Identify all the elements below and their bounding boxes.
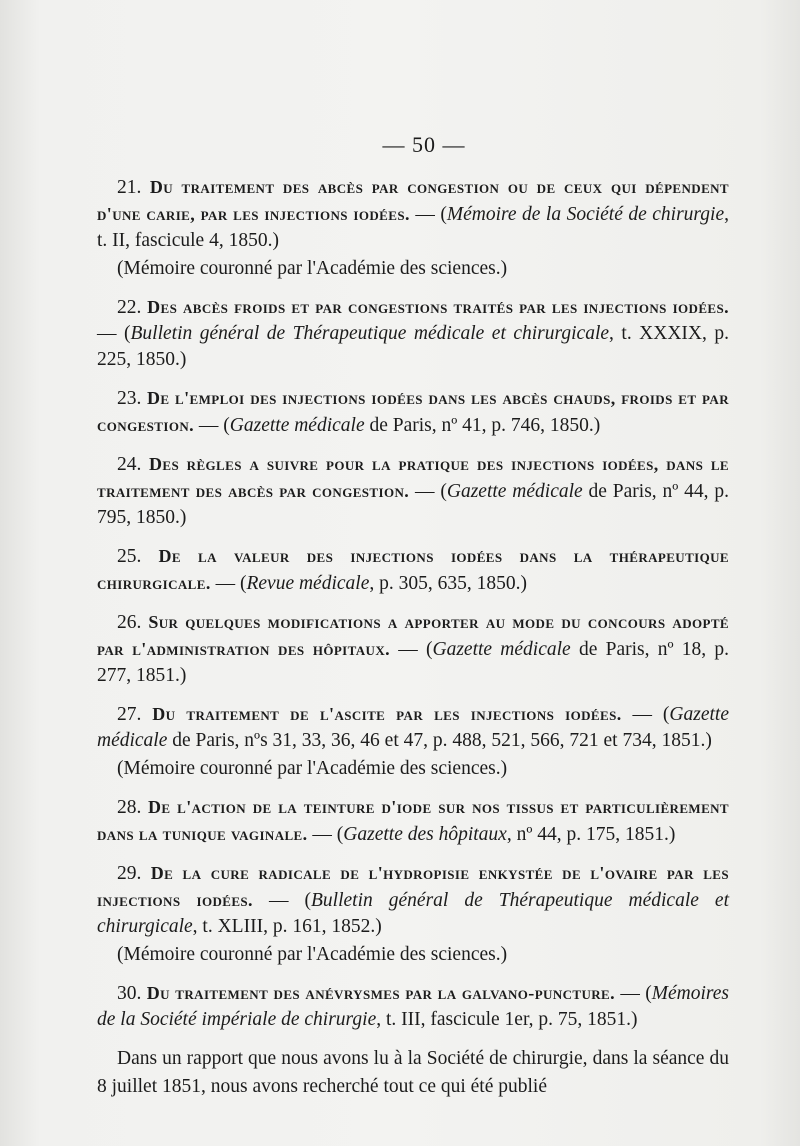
entry-separator: — (	[194, 415, 230, 436]
closing-paragraph: Dans un rapport que nous avons lu à la Société de chirurgie, dans la séance du 8 juillet 1851, nous avons recherché tout ce qui été publié	[97, 1048, 729, 1097]
entry-title: Du traitement de l'ascite par les injections iodées.	[152, 704, 622, 724]
entry-source: Revue médicale	[246, 573, 370, 594]
entry-title: De la cure radicale de l'hydropisie enkystée de l'ovaire par les injections iodées.	[97, 863, 729, 910]
entry-number: 30.	[117, 983, 142, 1004]
entry-27	[97, 701, 729, 782]
entry-title: De la valeur des injections iodées dans la thérapeutique chirurgicale.	[97, 546, 729, 593]
entry-citation: , t. XXXIX, p. 225, 1850.)	[97, 323, 729, 370]
entry-number: 25.	[117, 546, 142, 567]
entry-citation: , t. II, fascicule 4, 1850.)	[97, 204, 729, 251]
entry-number: 24.	[117, 454, 142, 475]
entry-source: Gazette médicale	[97, 704, 729, 751]
entry-citation: , t. III, fascicule 1er, p. 75, 1851.)	[376, 1009, 638, 1030]
entry-26	[97, 609, 729, 689]
bibliography-list	[97, 174, 729, 1101]
entry-note: (Mémoire couronné par l'Académie des sciences.)	[117, 758, 508, 779]
entry-separator: — (	[409, 481, 447, 502]
entry-title: De l'action de la teinture d'iode sur nos tissus et particulièrement dans la tunique vaginale.	[97, 797, 729, 844]
entry-source: Bulletin général de Thérapeutique médicale et chirurgicale	[130, 323, 610, 344]
entry-number: 29.	[117, 863, 142, 884]
entry-source: Mémoire de la Société de chirurgie	[446, 204, 725, 225]
entry-number: 28.	[117, 797, 142, 818]
entry-21	[97, 174, 729, 282]
entry-separator: — (	[252, 890, 311, 911]
entry-separator: — (	[307, 824, 344, 845]
entry-number: 21.	[117, 177, 142, 198]
entry-separator: — (	[97, 323, 131, 344]
entry-citation: , nº 44, p. 175, 1851.)	[506, 824, 676, 845]
entry-title: Sur quelques modifications a apporter au mode du concours adopté par l'administration des hôpitaux.	[97, 612, 729, 659]
entry-citation: de Paris, nºs 31, 33, 36, 46 et 47, p. 488, 521, 566, 721 et 734, 1851.)	[167, 730, 712, 751]
entry-24	[97, 451, 729, 531]
entry-separator: — (	[390, 639, 433, 660]
entry-separator: — (	[621, 704, 670, 725]
entry-citation: de Paris, nº 44, p. 795, 1850.)	[97, 481, 730, 528]
entry-separator: — (	[615, 983, 652, 1004]
entry-citation: de Paris, nº 18, p. 277, 1851.)	[97, 639, 730, 686]
entry-source: Gazette médicale	[432, 639, 571, 660]
entry-note: (Mémoire couronné par l'Académie des sciences.)	[117, 258, 508, 279]
entry-29	[97, 860, 729, 968]
entry-separator: — (	[210, 573, 247, 594]
entry-25	[97, 543, 729, 597]
entry-30	[97, 980, 729, 1033]
entry-28	[97, 794, 729, 848]
entry-note: (Mémoire couronné par l'Académie des sciences.)	[117, 944, 508, 965]
entry-source: Bulletin général de Thérapeutique médicale et chirurgicale	[97, 890, 729, 937]
entry-number: 22.	[117, 297, 142, 318]
entry-source: Gazette des hôpitaux	[343, 824, 507, 845]
entry-separator: — (	[409, 204, 447, 225]
entry-citation: de Paris, nº 41, p. 746, 1850.)	[364, 415, 601, 436]
entry-title: De l'emploi des injections iodées dans les abcès chauds, froids et par congestion.	[97, 388, 730, 435]
entry-citation: , p. 305, 635, 1850.)	[369, 573, 527, 594]
entry-title: Du traitement des abcès par congestion ou de ceux qui dépendent d'une carie, par les injections iodées.	[97, 177, 729, 224]
entry-number: 27.	[117, 704, 142, 725]
entry-title: Des abcès froids et par congestions traités par les injections iodées.	[147, 297, 729, 317]
entry-title: Du traitement des anévrysmes par la galvano-puncture.	[146, 983, 616, 1003]
entry-source: Gazette médicale	[229, 415, 365, 436]
entry-title: Des règles a suivre pour la pratique des injections iodées, dans le traitement des abcès par congestion.	[97, 454, 729, 501]
entry-source: Gazette médicale	[446, 481, 583, 502]
entry-23	[97, 385, 729, 439]
entry-number: 23.	[117, 388, 142, 409]
page-number: — 50 —	[382, 132, 466, 157]
entry-number: 26.	[117, 612, 142, 633]
entry-source: Mémoires de la Société impériale de chirurgie	[97, 983, 730, 1030]
entry-22	[97, 294, 729, 373]
entry-citation: , t. XLIII, p. 161, 1852.)	[192, 916, 382, 937]
